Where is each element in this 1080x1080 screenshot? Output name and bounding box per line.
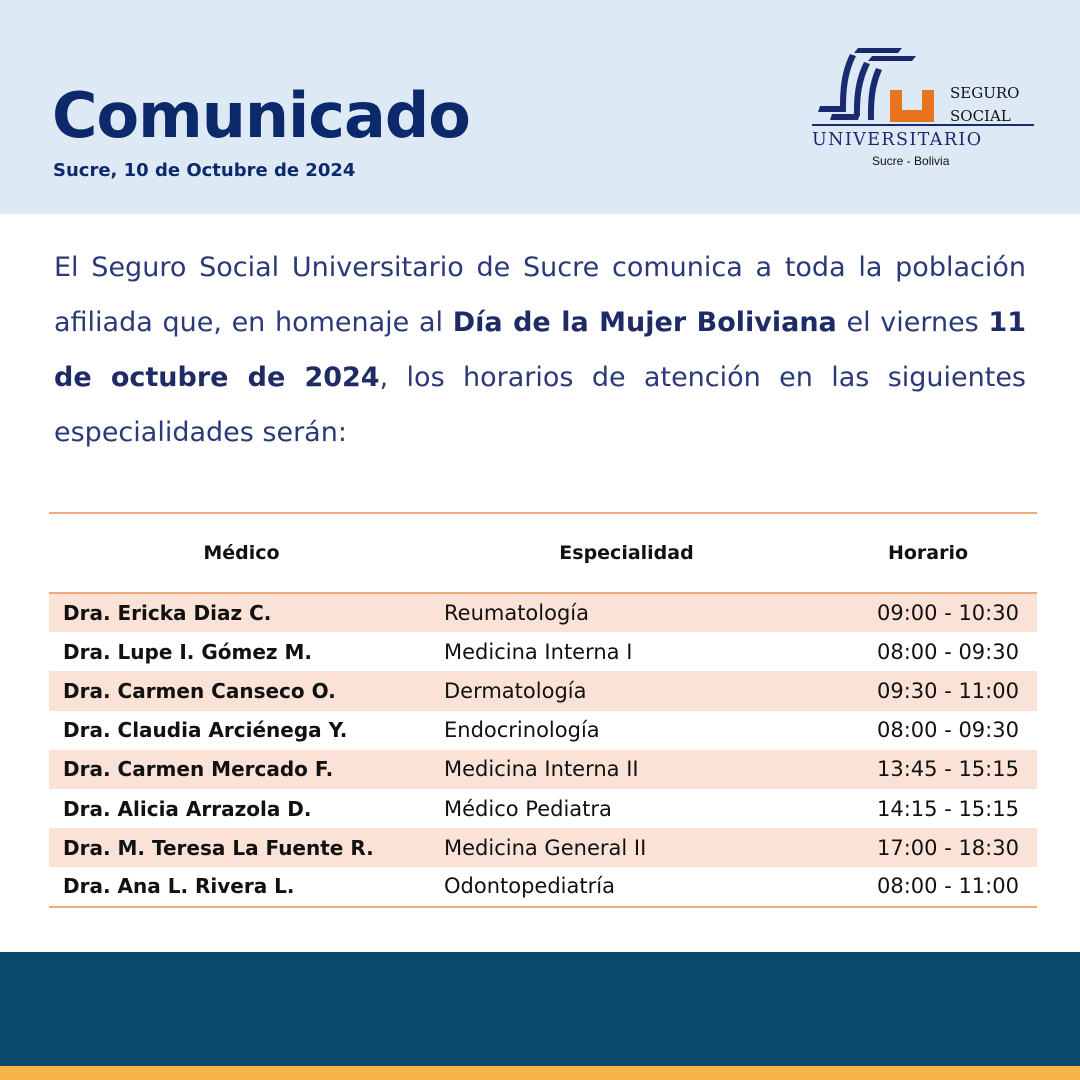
- table-row: [49, 593, 1037, 632]
- announcement-bold-date: 11 de octubre de 2024: [54, 307, 1026, 393]
- cell-medico: Dra. Carmen Canseco O.: [63, 678, 336, 703]
- table-row: [49, 671, 1037, 710]
- cell-horario: 14:15 - 15:15: [877, 796, 1019, 821]
- table-row: [49, 632, 1037, 671]
- schedule-table: [49, 512, 1037, 908]
- cell-medico: Dra. Ana L. Rivera L.: [63, 874, 295, 899]
- cell-horario: 09:30 - 11:00: [877, 678, 1019, 703]
- logo-word-seguro: SEGURO: [950, 84, 1020, 102]
- announcement-bold-holiday: Día de la Mujer Boliviana: [452, 307, 837, 338]
- cell-medico: Dra. Lupe I. Gómez M.: [63, 639, 313, 664]
- header-banner: [0, 0, 1080, 214]
- cell-especialidad: Dermatología: [444, 678, 587, 703]
- cell-medico: Dra. Ericka Diaz C.: [63, 601, 272, 626]
- table-row: [49, 828, 1037, 867]
- date-line: Sucre, 10 de Octubre de 2024: [53, 160, 356, 181]
- cell-horario: 13:45 - 15:15: [877, 757, 1019, 782]
- ssu-logo: [810, 44, 1036, 174]
- announcement-text-1: El Seguro Social Universitario de Sucre comunica a toda la población afiliada que, en homenaje al: [54, 252, 1026, 338]
- cell-especialidad: Medicina Interna II: [444, 757, 639, 782]
- cell-horario: 09:00 - 10:30: [877, 601, 1019, 626]
- cell-especialidad: Medicina General II: [444, 835, 647, 860]
- cell-especialidad: Medicina Interna I: [444, 639, 633, 664]
- table-row: [49, 867, 1037, 906]
- cell-horario: 17:00 - 18:30: [877, 835, 1019, 860]
- cell-especialidad: Reumatología: [444, 601, 590, 626]
- cell-horario: 08:00 - 11:00: [877, 874, 1019, 899]
- cell-horario: 08:00 - 09:30: [877, 718, 1019, 743]
- table-header-row: [49, 513, 1037, 593]
- logo-word-universitario: UNIVERSITARIO: [812, 130, 983, 150]
- cell-medico: Dra. Carmen Mercado F.: [63, 757, 334, 782]
- page-title: Comunicado: [52, 79, 470, 152]
- announcement-text-2: el viernes: [836, 307, 989, 338]
- column-header-especialidad: Especialidad: [559, 542, 694, 564]
- cell-medico: Dra. M. Teresa La Fuente R.: [63, 835, 374, 860]
- cell-especialidad: Odontopediatría: [444, 874, 615, 899]
- footer-band: [0, 952, 1080, 1066]
- column-header-medico: Médico: [203, 542, 280, 564]
- table-row: [49, 750, 1037, 789]
- cell-medico: Dra. Alicia Arrazola D.: [63, 796, 312, 821]
- announcement-paragraph: [54, 240, 1026, 460]
- schedule-table-container: [49, 512, 1037, 908]
- cell-horario: 08:00 - 09:30: [877, 639, 1019, 664]
- logo-word-social: SOCIAL: [950, 107, 1011, 125]
- cell-especialidad: Endocrinología: [444, 718, 600, 743]
- footer-accent-stripe: [0, 1066, 1080, 1080]
- column-header-horario: Horario: [887, 542, 969, 564]
- table-row: [49, 789, 1037, 828]
- cell-especialidad: Médico Pediatra: [444, 796, 612, 821]
- announcement-text-3: , los horarios de atención en las siguientes especialidades serán:: [54, 362, 1026, 448]
- cell-medico: Dra. Claudia Arciénega Y.: [63, 718, 348, 743]
- logo-location: Sucre - Bolivia: [872, 154, 950, 168]
- table-row: [49, 711, 1037, 750]
